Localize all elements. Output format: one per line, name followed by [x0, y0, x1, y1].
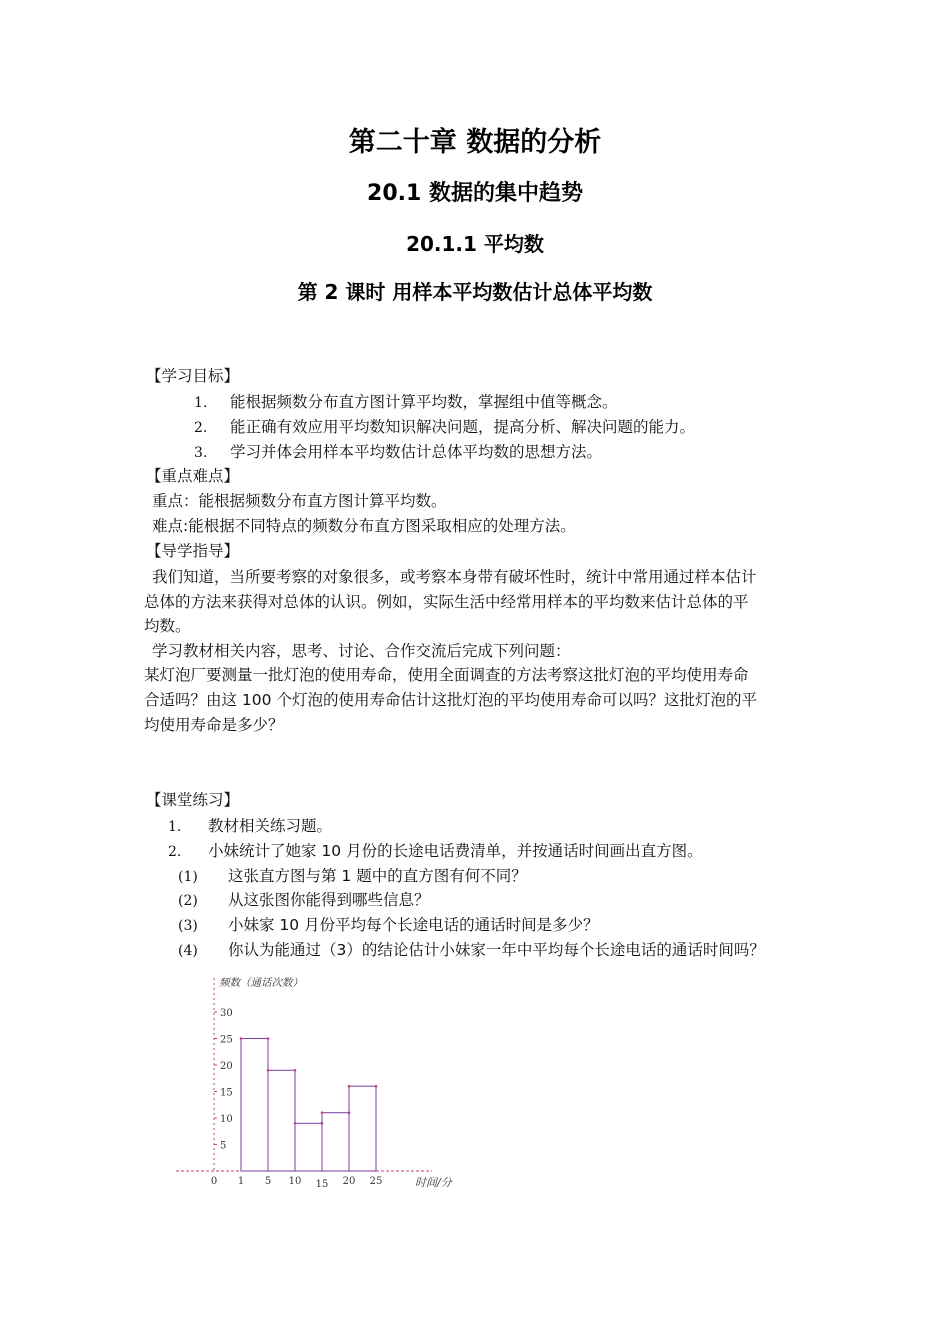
y-tick-label: 25 — [220, 1034, 233, 1046]
guidance-paragraph-line: 均数。 — [144, 617, 191, 635]
objective-item — [194, 391, 618, 414]
practice-text: 小妹统计了她家 10 月份的长途电话费清单，并按通话时间画出直方图。 — [208, 842, 703, 860]
x-tick-label: 10 — [288, 1176, 302, 1187]
histogram-bar — [322, 1113, 349, 1171]
histogram-bar — [241, 1039, 268, 1172]
y-tick-label: 20 — [220, 1061, 233, 1072]
chapter-title: 第二十章 数据的分析 — [348, 127, 602, 158]
section-title: 20.1 数据的集中趋势 — [367, 181, 583, 206]
x-tick-label: 20 — [342, 1176, 356, 1187]
call-duration-histogram — [170, 968, 470, 1198]
practice-subitem — [178, 889, 430, 912]
subsection-title: 20.1.1 平均数 — [406, 232, 544, 256]
key-points-heading: 【重点难点】 — [146, 467, 240, 485]
objectives-heading: 【学习目标】 — [146, 367, 240, 385]
histogram-bar — [295, 1123, 322, 1171]
bar-corner-dot — [267, 1037, 270, 1040]
problem-paragraph-line: 均使用寿命是多少？ — [144, 716, 284, 734]
lesson-title: 第 2 课时 用样本平均数估计总体平均数 — [297, 280, 653, 304]
subitem-number: (3) — [178, 918, 198, 934]
objective-number: 3. — [194, 445, 208, 461]
key-point-text: 重点：能根据频数分布直方图计算平均数。 — [152, 492, 447, 510]
bar-corner-dot — [294, 1069, 297, 1072]
practice-item — [168, 815, 332, 838]
objective-text: 能根据频数分布直方图计算平均数，掌握组中值等概念。 — [230, 393, 618, 411]
guidance-paragraph-line: 总体的方法来获得对总体的认识。例如，实际生活中经常用样本的平均数来估计总体的平 — [144, 593, 749, 611]
practice-item — [168, 840, 703, 863]
subitem-text: 你认为能通过（3）的结论估计小妹家一年中平均每个长途电话的通话时间吗？ — [228, 941, 765, 959]
guidance-paragraph-line: 我们知道，当所要考察的对象很多，或考察本身带有破坏性时，统计中常用通过样本估计 — [152, 568, 757, 586]
y-tick-label: 10 — [220, 1114, 233, 1125]
problem-paragraph-line: 合适吗？由这 100 个灯泡的使用寿命估计这批灯泡的平均使用寿命可以吗？这批灯泡的平 — [144, 691, 757, 709]
objective-text: 学习并体会用样本平均数估计总体平均数的思想方法。 — [230, 443, 603, 461]
guidance-instruction: 学习教材相关内容，思考、讨论、合作交流后完成下列问题： — [152, 642, 571, 660]
y-tick-label: 15 — [220, 1087, 233, 1099]
practice-heading: 【课堂练习】 — [146, 791, 240, 809]
objective-number: 1. — [194, 395, 208, 411]
bar-corner-dot — [267, 1069, 270, 1072]
practice-number: 2. — [168, 844, 182, 860]
bar-corner-dot — [294, 1122, 297, 1125]
y-axis-label: 频数（通话次数） — [219, 977, 303, 989]
histogram-bar — [268, 1070, 295, 1171]
objective-number: 2. — [194, 420, 208, 436]
x-tick-label: 15 — [315, 1179, 329, 1190]
practice-number: 1. — [168, 819, 182, 835]
subitem-text: 这张直方图与第 1 题中的直方图有何不同？ — [228, 867, 527, 885]
difficult-point-text: 难点:能根据不同特点的频数分布直方图采取相应的处理方法。 — [152, 517, 576, 535]
y-tick-label: 5 — [220, 1140, 227, 1152]
x-tick-label: 1 — [237, 1176, 245, 1187]
practice-subitem — [178, 865, 527, 888]
objective-item — [194, 441, 602, 464]
guidance-heading: 【导学指导】 — [146, 542, 240, 560]
subitem-text: 从这张图你能得到哪些信息？ — [228, 891, 430, 909]
y-tick-label: 30 — [220, 1008, 233, 1019]
x-axis-label: 时间/分 — [415, 1176, 452, 1189]
objective-text: 能正确有效应用平均数知识解决问题，提高分析、解决问题的能力。 — [230, 418, 696, 436]
x-tick-label: 5 — [264, 1176, 272, 1187]
practice-subitem — [178, 939, 765, 962]
x-tick-label: 25 — [369, 1176, 383, 1187]
subitem-number: (4) — [178, 943, 198, 959]
subitem-number: (1) — [178, 869, 198, 885]
bar-corner-dot — [321, 1111, 324, 1114]
histogram-bar — [349, 1086, 376, 1171]
bar-corner-dot — [375, 1085, 378, 1088]
practice-text: 教材相关练习题。 — [208, 817, 333, 835]
subitem-text: 小妹家 10 月份平均每个长途电话的通话时间是多少？ — [228, 916, 599, 934]
problem-paragraph-line: 某灯泡厂要测量一批灯泡的使用寿命，使用全面调查的方法考察这批灯泡的平均使用寿命 — [144, 666, 749, 684]
x-tick-label: 0 — [210, 1176, 218, 1187]
bar-corner-dot — [348, 1085, 351, 1088]
bar-corner-dot — [240, 1037, 243, 1040]
objective-item — [194, 416, 695, 439]
subitem-number: (2) — [178, 893, 198, 909]
practice-subitem — [178, 914, 599, 937]
